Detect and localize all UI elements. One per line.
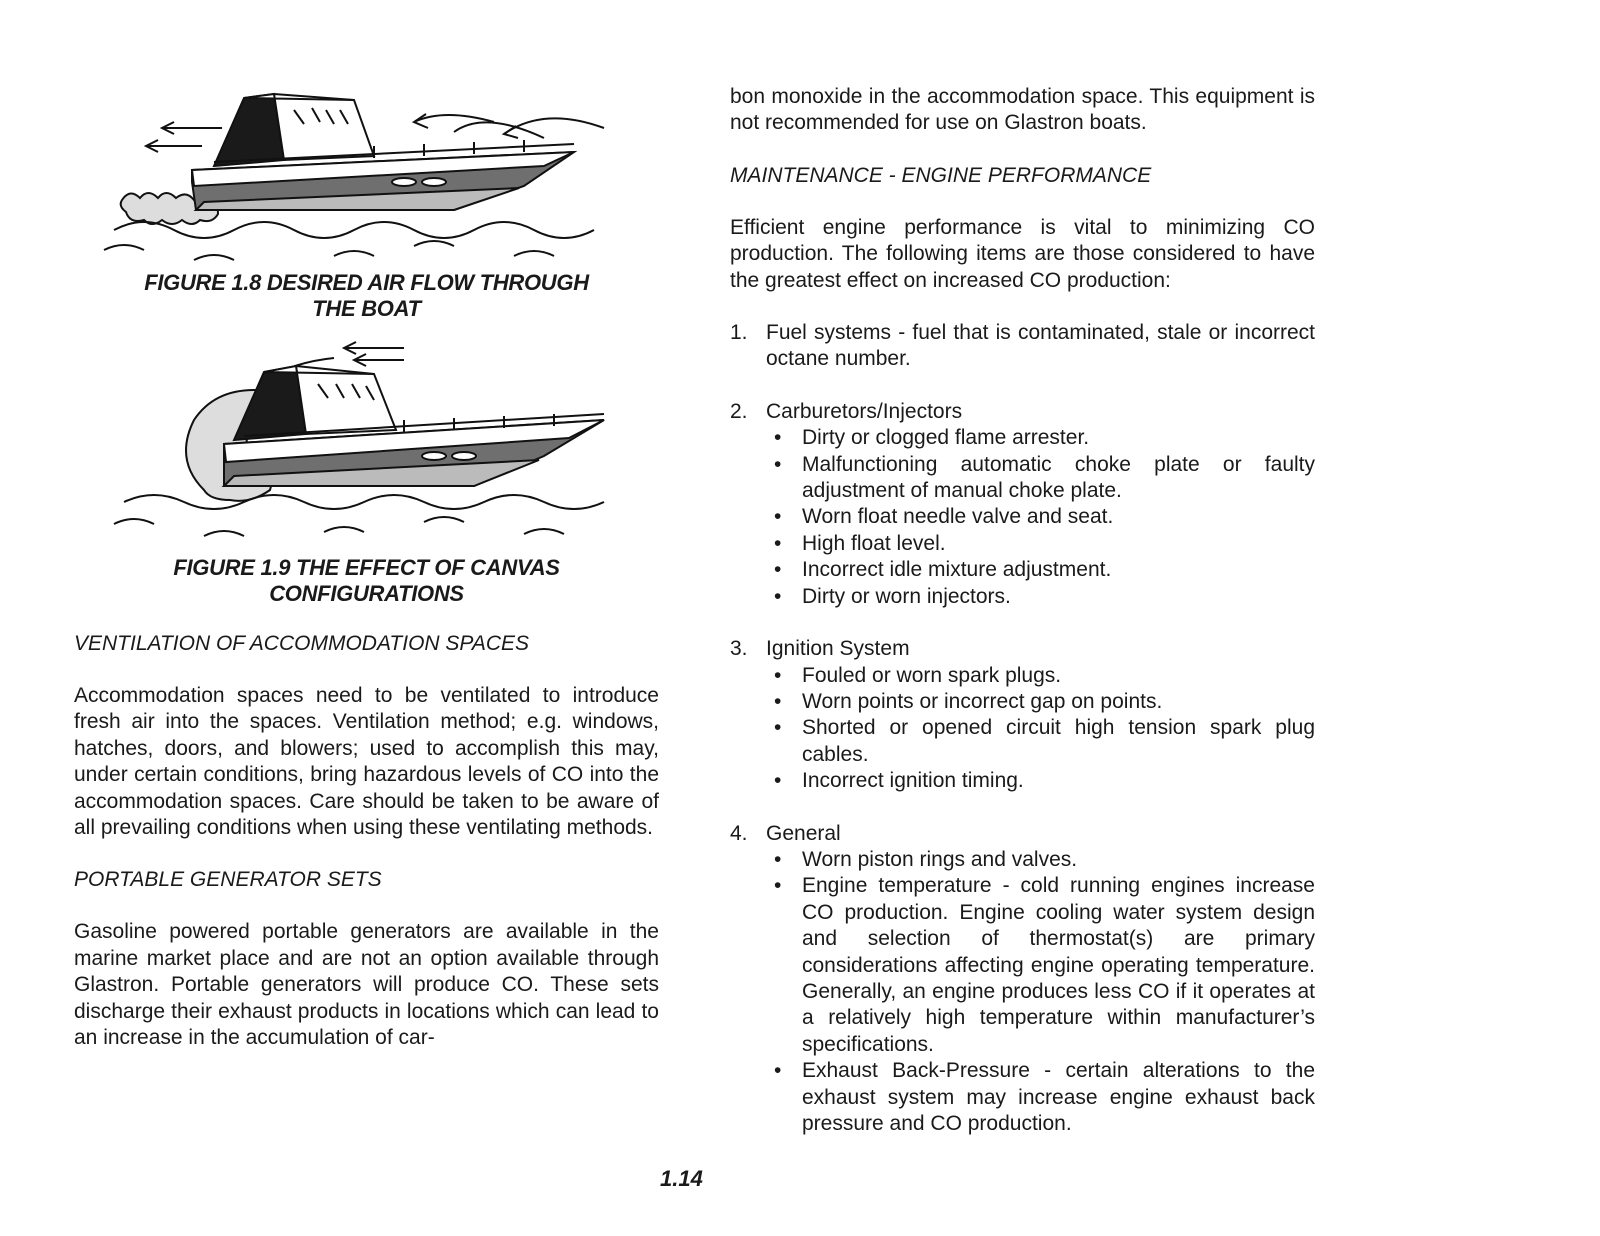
list-item-title <box>730 399 1315 425</box>
bullet-list <box>766 847 1315 1137</box>
left-column <box>74 70 659 1051</box>
figure-1-9-caption-line1: FIGURE 1.9 THE EFFECT OF CANVAS <box>173 555 560 580</box>
generators-body-continued: bon monoxide in the accommodation space. This equipment is not recommended for use on Glastron boats. <box>730 85 1315 135</box>
figure-1-8-caption-line2: THE BOAT <box>312 296 421 321</box>
bullet-item: • High float level. <box>766 531 1315 557</box>
list-item <box>730 320 1315 373</box>
bullet-item: • Dirty or clogged flame arrester. <box>766 425 1315 451</box>
list-item-title-text: Carburetors/Injectors <box>766 399 963 423</box>
bullet-item: • Exhaust Back-Pressure - certain alterations to the exhaust system may increase engine exhaust back pressure and CO production. <box>766 1058 1315 1137</box>
maintenance-intro: Efficient engine performance is vital to minimizing CO production. The following items are those considered to have the greatest effect on increased CO production: <box>730 215 1315 292</box>
bullet-item: • Incorrect idle mixture adjustment. <box>766 557 1315 583</box>
bullet-item: • Shorted or opened circuit high tension spark plug cables. <box>766 715 1315 768</box>
list-item-number: 1. <box>730 321 748 345</box>
list-item-title-text: Fuel systems - fuel that is contaminated, stale or incorrect octane number. <box>766 321 1315 371</box>
page-number: 1.14 <box>660 1166 703 1191</box>
list-item-title-text: General <box>766 821 841 845</box>
figure-1-9 <box>74 340 659 607</box>
list-item-number: 4. <box>730 821 748 845</box>
list-item-number: 2. <box>730 399 748 423</box>
figure-1-8-caption <box>74 270 659 322</box>
list-item-number: 3. <box>730 637 748 661</box>
generators-body: Gasoline powered portable generators are available in the marine market place and are not an option available through Glastron. Portable generators will produce CO. These sets discharge their exhaust products in locations which can lead to an increase in the accumulation of car- <box>74 920 659 1050</box>
list-item <box>730 399 1315 610</box>
figure-1-9-caption <box>74 555 659 607</box>
bullet-item: • Incorrect ignition timing. <box>766 768 1315 794</box>
list-item-title <box>730 320 1315 373</box>
bullet-item: • Worn float needle valve and seat. <box>766 504 1315 530</box>
list-item-title <box>730 636 1315 662</box>
maintenance-list <box>730 320 1315 1137</box>
bullet-item: • Dirty or worn injectors. <box>766 584 1315 610</box>
list-item <box>730 821 1315 1138</box>
bullet-item: • Fouled or worn spark plugs. <box>766 663 1315 689</box>
maintenance-heading: MAINTENANCE - ENGINE PERFORMANCE <box>730 163 1152 187</box>
figure-1-8-caption-line1: FIGURE 1.8 DESIRED AIR FLOW THROUGH <box>144 270 589 295</box>
ventilation-heading: VENTILATION OF ACCOMMODATION SPACES <box>74 632 530 655</box>
boat-canvas-backdraft-illustration <box>74 340 659 555</box>
bullet-item: • Malfunctioning automatic choke plate or faulty adjustment of manual choke plate. <box>766 452 1315 505</box>
generators-heading: PORTABLE GENERATOR SETS <box>74 868 382 892</box>
list-item <box>730 636 1315 794</box>
list-item-title <box>730 821 1315 847</box>
list-item-title-text: Ignition System <box>766 637 910 661</box>
ventilation-body: Accommodation spaces need to be ventilated to introduce fresh air into the spaces. Ventilation method; e.g. windows, hatches, doors, and blowers; used to accomplish this may, under certain conditions, bring hazardous levels of CO into the accommodation spaces. Care should be taken to be aware of all prevailing conditions when using these ventilating methods. <box>74 684 659 840</box>
bullet-list <box>766 663 1315 795</box>
bullet-item: • Worn points or incorrect gap on points. <box>766 689 1315 715</box>
bullet-list <box>766 425 1315 610</box>
bullet-item: • Engine temperature - cold running engines increase CO production. Engine cooling water system design and selection of thermostat(s) are primary considerations affecting engine operating temperature. Generally, an engine produces less CO if it operates at a relatively high temperature within manufacturer’s specifications. <box>766 873 1315 1058</box>
right-column <box>730 84 1315 1137</box>
boat-airflow-illustration <box>74 70 659 270</box>
figure-1-8 <box>74 70 659 322</box>
bullet-item: • Worn piston rings and valves. <box>766 847 1315 873</box>
figure-1-9-caption-line2: CONFIGURATIONS <box>269 581 464 606</box>
